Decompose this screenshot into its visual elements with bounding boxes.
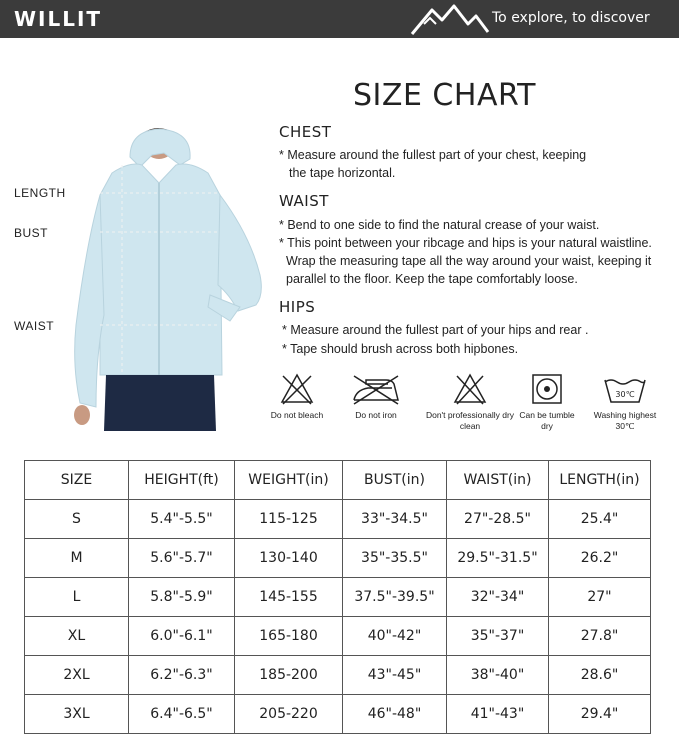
header-bar — [0, 0, 679, 38]
chest-heading: CHEST — [279, 123, 332, 141]
cell-bust: 35"-35.5" — [343, 539, 447, 578]
cell-waist: 29.5"-31.5" — [447, 539, 549, 578]
cell-waist: 32"-34" — [447, 578, 549, 617]
care-item-tumble — [502, 372, 592, 432]
cell-waist: 38"-40" — [447, 656, 549, 695]
waist-heading: WAIST — [279, 192, 329, 210]
cell-length: 27" — [549, 578, 651, 617]
model-figure — [60, 125, 275, 431]
length-label: LENGTH — [14, 186, 66, 200]
cell-size: XL — [25, 617, 129, 656]
hips-line-1: * Measure around the fullest part of your hips and rear . — [282, 323, 589, 337]
cell-length: 29.4" — [549, 695, 651, 734]
cell-size: 2XL — [25, 656, 129, 695]
cell-length: 28.6" — [549, 656, 651, 695]
tumble-dry-icon — [530, 372, 564, 406]
col-header-height: HEIGHT(ft) — [129, 461, 235, 500]
col-header-length: LENGTH(in) — [549, 461, 651, 500]
table-row — [25, 500, 651, 539]
care-label-tumble: Can be tumble dry — [519, 410, 575, 431]
waist-line-1: * Bend to one side to find the natural crease of your waist. — [279, 218, 600, 232]
chest-line-2: the tape horizontal. — [289, 166, 396, 180]
waist-line-2: * This point between your ribcage and hips is your natural waistline. — [279, 236, 652, 250]
cell-height: 6.4"-6.5" — [129, 695, 235, 734]
col-header-weight: WEIGHT(in) — [235, 461, 343, 500]
waist-line-3: Wrap the measuring tape all the way around your waist, keeping it — [286, 254, 652, 268]
care-label-dryclean: Don't professionally dry clean — [425, 410, 515, 431]
brand-name: WILLIT — [14, 7, 103, 31]
cell-length: 25.4" — [549, 500, 651, 539]
cell-height: 6.0"-6.1" — [129, 617, 235, 656]
cell-weight: 185-200 — [235, 656, 343, 695]
cell-length: 27.8" — [549, 617, 651, 656]
size-table — [24, 460, 651, 734]
cell-size: S — [25, 500, 129, 539]
wash-temp-text: 30℃ — [615, 390, 635, 399]
bust-label: BUST — [14, 226, 49, 240]
care-label-bleach: Do not bleach — [270, 410, 324, 420]
care-item-wash — [580, 372, 670, 432]
wash-30-icon — [601, 372, 649, 406]
cell-bust: 40"-42" — [343, 617, 447, 656]
cell-height: 6.2"-6.3" — [129, 656, 235, 695]
table-header-row — [25, 461, 651, 500]
hips-heading: HIPS — [279, 298, 316, 316]
cell-height: 5.6"-5.7" — [129, 539, 235, 578]
cell-weight: 165-180 — [235, 617, 343, 656]
cell-waist: 41"-43" — [447, 695, 549, 734]
cell-weight: 145-155 — [235, 578, 343, 617]
table-row — [25, 578, 651, 617]
table-row — [25, 695, 651, 734]
cell-bust: 46"-48" — [343, 695, 447, 734]
cell-bust: 33"-34.5" — [343, 500, 447, 539]
waist-line-4: parallel to the floor. Keep the tape comfortably loose. — [286, 272, 578, 286]
care-label-iron: Do not iron — [355, 410, 397, 420]
mountain-logo-icon — [410, 2, 490, 36]
cell-height: 5.4"-5.5" — [129, 500, 235, 539]
cell-size: 3XL — [25, 695, 129, 734]
waist-label: WAIST — [14, 319, 55, 333]
page-title: SIZE CHART — [353, 78, 536, 113]
do-not-dry-clean-icon — [452, 372, 488, 406]
cell-length: 26.2" — [549, 539, 651, 578]
cell-weight: 115-125 — [235, 500, 343, 539]
col-header-waist: WAIST(in) — [447, 461, 549, 500]
cell-bust: 43"-45" — [343, 656, 447, 695]
cell-waist: 27"-28.5" — [447, 500, 549, 539]
do-not-bleach-icon — [279, 372, 315, 406]
cell-weight: 130-140 — [235, 539, 343, 578]
care-item-iron — [331, 372, 421, 421]
col-header-size: SIZE — [25, 461, 129, 500]
care-item-bleach — [252, 372, 342, 421]
cell-size: L — [25, 578, 129, 617]
cell-waist: 35"-37" — [447, 617, 549, 656]
table-row — [25, 656, 651, 695]
hips-line-2: * Tape should brush across both hipbones. — [282, 342, 519, 356]
table-row — [25, 617, 651, 656]
cell-weight: 205-220 — [235, 695, 343, 734]
col-header-bust: BUST(in) — [343, 461, 447, 500]
table-row — [25, 539, 651, 578]
care-label-wash: Washing highest 30℃ — [593, 410, 657, 431]
do-not-iron-icon — [348, 372, 404, 406]
slogan: To explore, to discover — [492, 10, 650, 26]
chest-line-1: * Measure around the fullest part of your chest, keeping — [279, 148, 587, 162]
cell-height: 5.8"-5.9" — [129, 578, 235, 617]
cell-size: M — [25, 539, 129, 578]
cell-bust: 37.5"-39.5" — [343, 578, 447, 617]
